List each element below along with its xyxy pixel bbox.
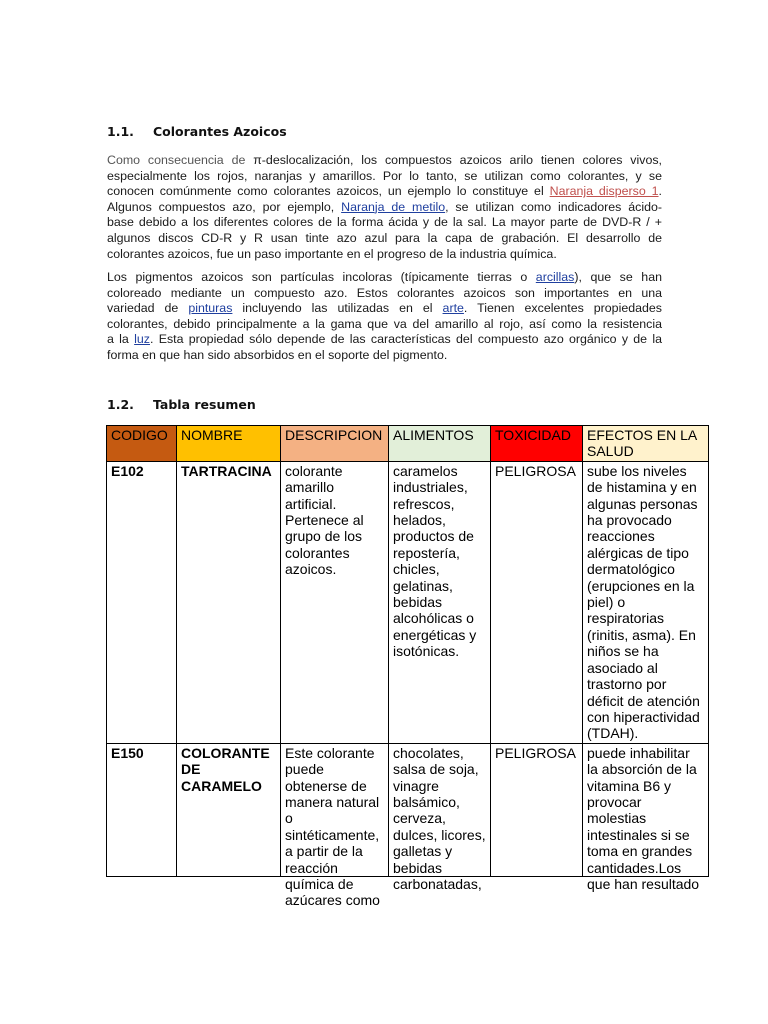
cell-descripcion: colorante amarillo artificial. Pertenece al grupo de los colorantes azoicos.	[281, 461, 389, 743]
para1-line-6: algunos discos CD-R y R usan tinte azo azul para la capa de grabación. El desarrollo de	[107, 230, 662, 245]
header-toxicidad: TOXICIDAD	[491, 426, 583, 462]
cell-toxicidad: PELIGROSA	[491, 461, 583, 743]
cell-efectos: sube los niveles de histamina y en algunas personas ha provocado reacciones alérgicas de tipo dermatológico (erupciones en la piel) o respiratorias (rinitis, asma). En niños se ha asociado al trastorno por déficit de atención con hiperactividad (TDAH).	[583, 461, 709, 743]
cell-efectos-text: puede inhabilitar la absorción de la vitamina B6 y provocar molestias intestinales si se toma en grandes cantidades.Los que han resultado	[587, 744, 700, 892]
para1-line-7: colorantes azoicos, fue un paso importante en el progreso de la industria química.	[107, 246, 557, 261]
section-2-title: Tabla resumen	[153, 397, 256, 412]
para1-line-4-end: , se utilizan como indicadores ácido-	[445, 199, 662, 214]
link-naranja-disperso[interactable]: Naranja disperso 1	[549, 184, 659, 199]
link-arte[interactable]: arte	[442, 301, 464, 316]
table-row	[107, 461, 709, 743]
header-efectos: EFECTOS EN LA SALUD	[583, 426, 709, 462]
cell-toxicidad: PELIGROSA	[491, 743, 583, 876]
cell-efectos	[583, 743, 709, 892]
section-1-heading	[107, 124, 287, 139]
para2-line-3-mid: incluyendo las utilizadas en el	[242, 301, 433, 316]
section-2-heading	[107, 397, 256, 412]
cell-descripcion-text: Este colorante puede obtenerse de manera natural o sintéticamente, a partir de la reacción química de azúcares como	[285, 744, 380, 909]
para1-line-4	[107, 200, 662, 216]
para1-line-3-end: .	[658, 184, 662, 199]
paragraph-2	[107, 270, 662, 364]
link-naranja-de-metilo[interactable]: Naranja de metilo	[341, 199, 446, 214]
para1-line-1	[107, 153, 662, 169]
para1-line-1-text: π-deslocalización, los compuestos azoicos arilo tienen colores vivos,	[253, 153, 662, 167]
para2-line-5-text: a la	[107, 332, 129, 347]
para2-line-1-text: Los pigmentos azoicos son partículas incoloras (típicamente tierras o	[107, 270, 528, 284]
header-alimentos: ALIMENTOS	[389, 426, 491, 462]
para1-line-5: base debido a los diferentes colores de la forma ácida y de la sal. La mayor parte de DVD-R / +	[107, 215, 662, 230]
link-arcillas[interactable]: arcillas	[535, 270, 575, 284]
para2-line-1	[107, 270, 662, 286]
table-row	[107, 743, 709, 876]
header-descripcion: DESCRIPCION	[281, 426, 389, 462]
para1-line-3	[107, 184, 662, 200]
section-1-title: Colorantes Azoicos	[153, 124, 287, 139]
para2-line-6: forma en que han sido absorbidos en el soporte del pigmento.	[107, 347, 448, 362]
para1-line-4-text: Algunos compuestos azo, por ejemplo,	[107, 199, 335, 214]
para2-line-3-end: . Tienen excelentes propiedades	[463, 301, 662, 316]
para2-line-4: colorantes, debido principalmente a la gama que va del amarillo al rojo, así como la resistencia	[107, 316, 662, 331]
para1-line-2: especialmente los rojos, naranjas y amarillos. Por lo tanto, se utilizan como colorantes, y se	[107, 168, 662, 183]
para2-line-1-end: ), que se han	[574, 270, 662, 284]
link-pinturas[interactable]: pinturas	[188, 301, 233, 316]
para1-lead: Como consecuencia de	[107, 153, 246, 167]
cell-descripcion	[281, 743, 389, 909]
table-header-row	[107, 426, 709, 462]
section-2-number: 1.2.	[107, 397, 134, 412]
header-codigo: CODIGO	[107, 426, 177, 462]
section-1-number: 1.1.	[107, 124, 134, 139]
paragraph-1	[107, 153, 662, 262]
cell-codigo: E150	[107, 743, 177, 876]
cell-alimentos-text: chocolates, salsa de soja, vinagre balsámico, cerveza, dulces, licores, galletas y bebidas carbonatadas,	[393, 744, 486, 892]
para2-line-5	[107, 332, 662, 348]
cell-alimentos	[389, 743, 491, 892]
para1-line-3-text: conocen comúnmente como colorantes azoicos, un ejemplo lo constituye el	[107, 184, 544, 199]
header-nombre: NOMBRE	[177, 426, 281, 462]
summary-table	[106, 425, 709, 909]
link-luz[interactable]: luz	[134, 332, 150, 347]
para2-line-5-end: . Esta propiedad sólo depende de las características del compuesto azo orgánico y de la	[149, 332, 662, 347]
cell-codigo: E102	[107, 461, 177, 743]
cell-nombre: TARTRACINA	[177, 461, 281, 743]
cell-nombre: COLORANTE DE CARAMELO	[177, 743, 281, 876]
para2-line-3-text: variedad de	[107, 301, 179, 316]
para2-line-2: coloreado mediante un compuesto azo. Estos colorantes azoicos son importantes en una	[107, 285, 662, 300]
cell-alimentos: caramelos industriales, refrescos, helados, productos de repostería, chicles, gelatinas, bebidas alcohólicas o energéticas y isotónicas.	[389, 461, 491, 743]
para2-line-3	[107, 301, 662, 317]
